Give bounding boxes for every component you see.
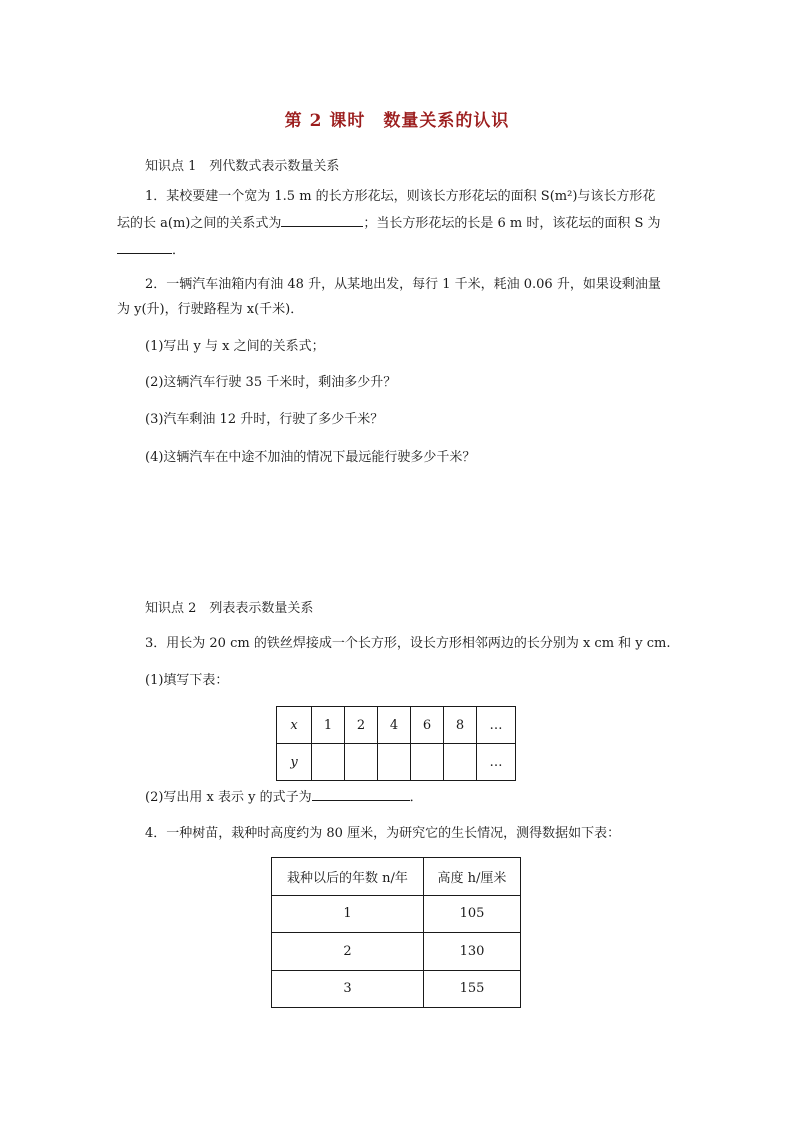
page-title: 第 2 课时 数量关系的认识 (284, 111, 510, 131)
q3-part2-end: ． (409, 790, 423, 805)
q3-part2a: (2)写出用 x 表示 y 的式子为 (145, 790, 312, 805)
table-cell: 105 (424, 895, 521, 933)
xy-table (276, 706, 516, 781)
section-heading-2: 知识点 2 列表表示数量关系 (145, 601, 314, 616)
table-cell: 1 (272, 895, 424, 933)
section-heading-1: 知识点 1 列代数式表示数量关系 (145, 159, 340, 174)
table-row (272, 933, 521, 971)
table-cell-empty[interactable] (444, 744, 477, 781)
table-cell: 6 (411, 707, 444, 744)
table-cell: y (277, 744, 312, 781)
table-row (272, 895, 521, 933)
q3-part1: (1)填写下表： (145, 673, 229, 688)
table-header-row (272, 858, 521, 896)
table-row (272, 970, 521, 1008)
answer-blank-1[interactable] (281, 213, 363, 227)
q1-line2b: ；当长方形花坛的长是 6 m 时，该花坛的面积 S 为 (363, 216, 661, 231)
table-cell-empty[interactable] (378, 744, 411, 781)
table-header: 栽种以后的年数 n/年 (272, 858, 424, 896)
q1-line3 (117, 240, 185, 261)
table-cell: 155 (424, 970, 521, 1008)
table-row (277, 707, 516, 744)
table-cell-empty[interactable] (312, 744, 345, 781)
table-cell-empty[interactable] (411, 744, 444, 781)
q2-line1: 2．一辆汽车油箱内有油 48 升，从某地出发，每行 1 千米，耗油 0.06 升，如果设剩油量 (145, 277, 661, 292)
answer-blank-2[interactable] (117, 240, 172, 254)
q2-part4: (4)这辆汽车在中途不加油的情况下最远能行驶多少千米？ (145, 450, 476, 465)
q4-line1: 4．一种树苗，栽种时高度约为 80 厘米，为研究它的生长情况，测得数据如下表： (145, 826, 621, 841)
table-cell: 3 (272, 970, 424, 1008)
table-cell: 2 (345, 707, 378, 744)
table-cell: 4 (378, 707, 411, 744)
q1-line3-end: ． (172, 243, 186, 258)
table-cell: 1 (312, 707, 345, 744)
table-cell: 2 (272, 933, 424, 971)
table-cell: 8 (444, 707, 477, 744)
table-cell: … (477, 744, 516, 781)
q2-part2: (2)这辆汽车行驶 35 千米时，剩油多少升？ (145, 375, 397, 390)
table-header: 高度 h/厘米 (424, 858, 521, 896)
answer-blank-3[interactable] (312, 787, 410, 801)
q2-part3: (3)汽车剩油 12 升时，行驶了多少千米？ (145, 412, 384, 427)
q2-line2: 为 y(升)，行驶路程为 x(千米)． (117, 302, 304, 317)
table-cell-empty[interactable] (345, 744, 378, 781)
table-cell: … (477, 707, 516, 744)
q3-line1: 3．用长为 20 cm 的铁丝焊接成一个长方形，设长方形相邻两边的长分别为 x cm 和 y cm. (145, 636, 671, 651)
growth-table (271, 857, 521, 1008)
q2-part1: (1)写出 y 与 x 之间的关系式； (145, 339, 325, 354)
table-cell: 130 (424, 933, 521, 971)
q1-line1: 1．某校要建一个宽为 1.5 m 的长方形花坛，则该长方形花坛的面积 S(m²)与该长方形花 (145, 189, 656, 204)
q3-part2 (145, 787, 423, 808)
q1-line2a: 坛的长 a(m)之间的关系式为 (117, 216, 282, 231)
q1-line2 (117, 213, 661, 234)
table-cell: x (277, 707, 312, 744)
table-row (277, 744, 516, 781)
